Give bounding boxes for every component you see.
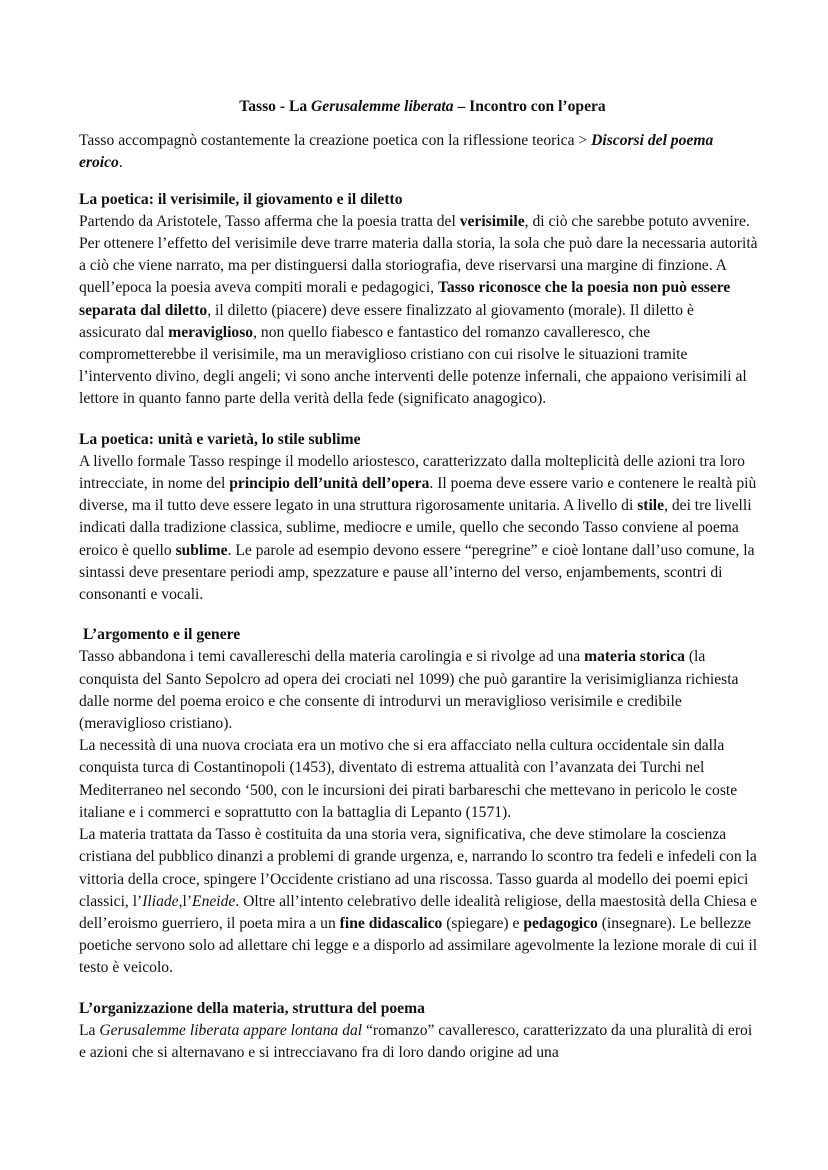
text-run: La [79, 1021, 100, 1039]
text-run: , di ciò che sarebbe potuto avvenire. Per ottenere l’effetto del verisimile deve trarre materia dalla storia, la sola che può dare la necessaria autorità a ciò che viene narrato, ma per distinguersi dalla storiografia, deve riservarsi una margine di finzione. A quell’epoca la poesia aveva compiti morali e pedagogici, [79, 212, 758, 297]
section-paragraph [79, 451, 758, 606]
text-run: , dei tre livelli indicati dalla tradizione classica, sublime, mediocre e umile, quello che secondo Tasso conviene al poema eroico è quello [79, 497, 752, 559]
text-run: , non quello fiabesco e fantastico del romanzo cavalleresco, che comprometterebbe il verisimile, ma un meraviglioso cristiano con cui risolve le situazioni tramite l’intervento divino, degli angeli; vi sono anche interventi delle potenze infernali, che appaiono verisimili al lettore in quanto fanno parte della verità della fede (significato anagogico). [79, 323, 747, 408]
text-run: . Il poema deve essere vario e contenere le realtà più diverse, ma il tutto deve essere legato in una struttura rigorosamente unitaria. A livello di [79, 475, 757, 515]
text-run: La materia trattata da Tasso è costituita da una storia vera, significativa, che deve stimolare la coscienza cristiana del pubblico dinanzi a problemi di grande urgenza, e, narrando lo scontro tra fedeli e infedeli con la vittoria della croce, spingere l’Occidente cristiano ad una riscossa. Tasso guarda al modello dei poemi epici classici, l’ [79, 826, 757, 910]
text-run: . Oltre all’intento celebrativo delle idealità religiose, della maestosità della Chiesa e dell’eroismo guerriero, il poeta mira a un [79, 892, 758, 932]
text-run: (insegnare). Le bellezze poetiche servono solo ad allettare chi legge e a disporlo ad assimilare agevolmente la lezione morale di cui il testo è veicolo. [79, 914, 758, 977]
intro-paragraph [79, 130, 758, 174]
title-prefix: Tasso - La [239, 98, 312, 115]
section-organizzazione [79, 998, 758, 1065]
bold-term: sublime [175, 541, 228, 559]
bold-term: Tasso riconosce che la poesia non può essere separata dal diletto [79, 279, 731, 319]
intro-text: Tasso accompagnò costantemente la creazione poetica con la riflessione teorica > [79, 132, 592, 150]
bold-term: pedagogico [523, 914, 598, 932]
text-run: (la conquista del Santo Sepolcro ad opera dei crociati nel 1099) che può garantire la verisimiglianza richiesta dalle norme del poema eroico e che consente di introdurvi un meraviglioso verisimile e credibile (meraviglioso cristiano). [79, 648, 739, 733]
text-run: . Le parole ad esempio devono essere “peregrine” e cioè lontane dall’uso comune, la sintassi deve presentare periodi amp, spezzature e pause all’interno del verso, enjambements, scontri di consonanti e vocali. [79, 541, 755, 604]
bold-term: fine didascalico [339, 914, 443, 932]
text-run: A livello formale Tasso respinge il modello ariostesco, caratterizzato dalla molteplicità delle azioni tra loro intrecciate, in nome del [79, 452, 745, 493]
bold-term: verisimile [459, 212, 525, 230]
italic-term: Eneide [192, 892, 236, 910]
italic-term: Iliade [142, 892, 179, 910]
text-run: “romanzo” cavalleresco, caratterizzato da una pluralità di eroi e azioni che si alternavano e si intrecciavano fra di loro dando origine ad una [79, 1021, 753, 1061]
bold-term: principio dell’unità dell’opera [229, 475, 430, 493]
italic-term: Gerusalemme liberata appare lontana dal [99, 1021, 367, 1039]
section-heading: La poetica: il verisimile, il giovamento e il diletto [79, 190, 403, 208]
document-title [79, 96, 758, 118]
section-paragraph [79, 824, 758, 979]
text-run: ,l’ [178, 892, 193, 910]
section-poetica-verisimile [79, 189, 758, 411]
section-paragraph [79, 211, 758, 411]
intro-work: Discorsi del poema eroico [79, 132, 714, 172]
bold-term: meraviglioso [168, 323, 254, 341]
section-paragraph [79, 1020, 758, 1064]
title-work: Gerusalemme liberata [311, 98, 454, 115]
section-heading: L’organizzazione della materia, struttura del poema [79, 999, 425, 1017]
section-heading: La poetica: unità e varietà, lo stile sublime [79, 430, 361, 448]
intro-end: . [118, 154, 123, 172]
section-paragraph: La necessità di una nuova crociata era un motivo che si era affacciato nella cultura occidentale sin dalla conquista turca di Costantinopoli (1453), diventato di estrema attualità con l’avanzata dei Turchi nel Mediterraneo nel secondo ‘500, con le incursioni dei pirati barbareschi che mettevano in pericolo le coste italiane e i commerci e soprattutto con la battaglia di Lepanto (1571). [79, 737, 738, 821]
text-run: Partendo da Aristotele, Tasso afferma che la poesia tratta del [79, 212, 460, 230]
bold-term: stile [637, 497, 665, 515]
title-suffix: – Incontro con l’opera [453, 98, 606, 115]
text-run: Tasso abbandona i temi cavallereschi della materia carolingia e si rivolge ad una [79, 648, 585, 666]
text-run: (spiegare) e [442, 914, 524, 932]
section-argomento-genere [79, 624, 758, 979]
bold-term: materia storica [584, 648, 685, 666]
section-poetica-unita [79, 429, 758, 607]
section-heading: L’argomento e il genere [83, 626, 241, 644]
text-run: , il diletto (piacere) deve essere finalizzato al giovamento (morale). Il diletto è assicurato dal [79, 301, 694, 341]
section-paragraph [79, 646, 758, 735]
